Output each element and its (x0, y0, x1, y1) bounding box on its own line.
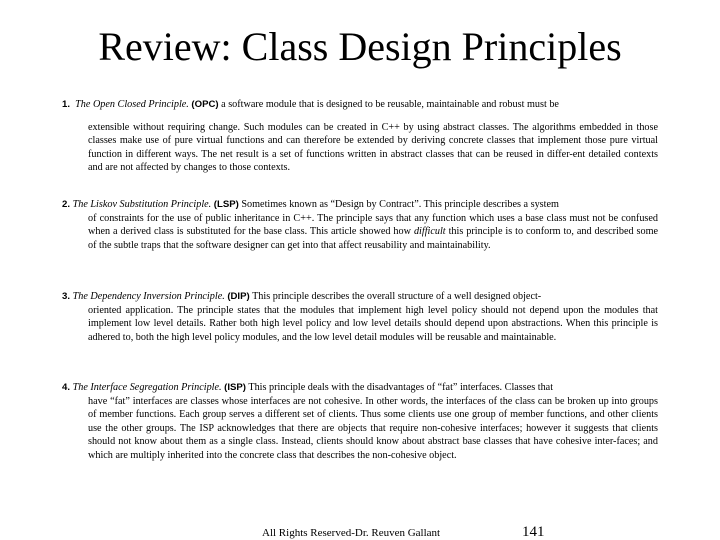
principle-3-body: oriented application. The principle states that the modules that implement high level policy should not depend upon the modules that implement low level details. Rather both high level policy and low level details should depend upon abstractions. When this principle is adhered to, both the high level policy modules, and the low level detail modules will be reusable and maintainable. (88, 304, 658, 343)
principle-3-first-text: This principle describes the overall structure of a well designed object- (252, 291, 542, 302)
principle-3-name: The Dependency Inversion Principle. (72, 291, 225, 302)
page-number: 141 (522, 524, 545, 540)
principle-4-first-text: This principle deals with the disadvantages of “fat” interfaces. Classes that (248, 382, 554, 393)
principle-3-number: 3. (62, 291, 71, 302)
slide-title: Review: Class Design Principles (98, 24, 622, 69)
principle-1 (62, 98, 658, 175)
principle-3-abbr: (DIP) (227, 291, 250, 302)
principle-3-first-line (62, 290, 658, 304)
principle-4-body: have “fat” interfaces are classes whose interfaces are not cohesive. In other words, the interfaces of the class can be broken up into groups of member functions. Each group serves a different set of clients. Thus some clients use one group of member functions, and other clients use the other groups. The ISP acknowledges that there are objects that require non-cohesive interfaces; however it suggests that clients should not know about them as a single class. Instead, clients should know about abstract base classes that have cohesive inter-faces; and which are multiply inherited into the concrete class that describes the non-cohesive object. (88, 395, 658, 461)
principle-3 (62, 290, 658, 344)
copyright-footer: All Rights Reserved-Dr. Reuven Gallant (262, 527, 441, 539)
principle-2 (62, 198, 658, 252)
principle-2-body-pre: of constraints for the use of public inheritance in C++. The principle says that any function which uses a base class must not be confused when a derived class is substituted for the base class. This article showed how (88, 212, 658, 238)
principle-2-name: The Liskov Substitution Principle. (72, 199, 212, 210)
principle-4 (62, 381, 658, 463)
principle-2-first-line (62, 198, 658, 212)
principle-1-first-text: a software module that is designed to be reusable, maintainable and robust must be (221, 99, 559, 110)
principle-2-abbr: (LSP) (213, 199, 239, 210)
principle-1-body: extensible without requiring change. Such modules can be created in C++ by using abstract classes. The algorithms embedded in those classes make use of pure virtual functions and can therefore be extended by deriving concrete classes that implement those pure virtual function in different ways. The net result is a set of functions written in abstract classes that can be reused in differ-ent detailed contexts and are not affected by changes to those contexts. (88, 121, 658, 174)
principle-1-abbr: (OPC) (191, 99, 219, 110)
principle-4-number: 4. (62, 382, 71, 393)
principle-1-number: 1. (62, 99, 71, 110)
principle-1-name: The Open Closed Principle. (75, 99, 189, 110)
principle-2-body-emphasis: difficult (413, 226, 446, 238)
principle-2-number: 2. (62, 199, 71, 210)
principle-4-name: The Interface Segregation Principle. (72, 382, 222, 393)
principle-1-first-line (62, 98, 658, 112)
principle-4-first-line (62, 381, 658, 395)
principle-2-body (62, 212, 658, 253)
principle-4-abbr: (ISP) (224, 382, 246, 393)
principle-2-first-text: Sometimes known as “Design by Contract”. This principle describes a system (241, 199, 559, 210)
principle-2-body-post: this principle is to conform to, and described some of the subtle traps that the software designer can get into that affect reusability and maintainability. (88, 226, 659, 251)
